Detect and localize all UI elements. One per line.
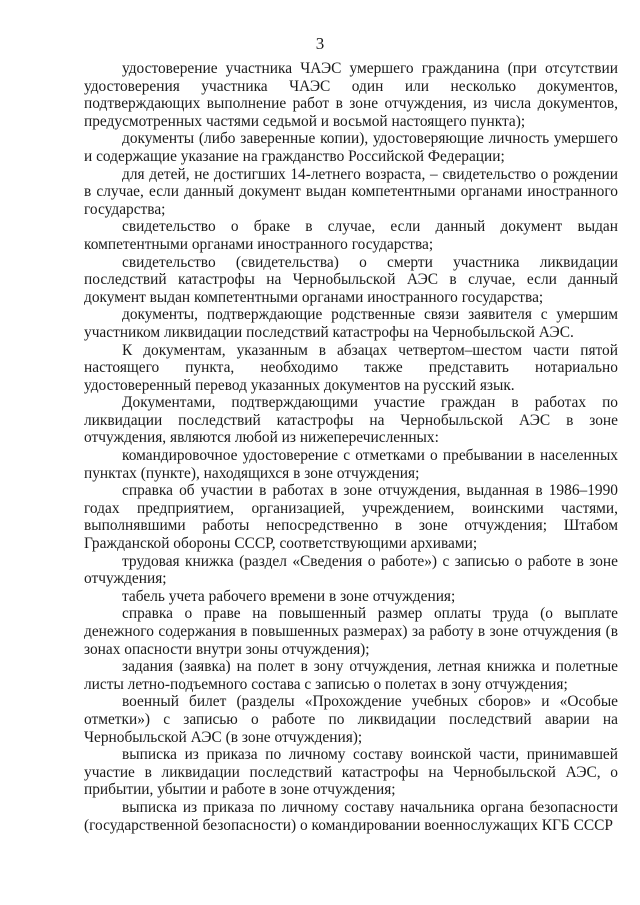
paragraph: для детей, не достигших 14-летнего возраста, – свидетельство о рождении в случае, если данный документ выдан компетентными органами иностранного государства;	[84, 165, 618, 218]
paragraph: справка о праве на повышенный размер оплаты труда (о выплате денежного содержания в повышенных размерах) за работу в зоне отчуждения (в зонах опасности внутри зоны отчуждения);	[84, 605, 618, 658]
paragraph: справка об участии в работах в зоне отчуждения, выданная в 1986–1990 годах предприятием, организацией, учреждением, воинскими частями, выполнявшими работы непосредственно в зоне отчуждения; Штабом Гражданской обороны СССР, соответствующими архивами;	[84, 482, 618, 553]
paragraph: удостоверение участника ЧАЭС умершего гражданина (при отсутствии удостоверения участника ЧАЭС один или несколько документов, подтверждающих выполнение работ в зоне отчуждения, из числа документов, предусмотренных частями седьмой и восьмой настоящего пункта);	[84, 60, 618, 130]
paragraph: выписка из приказа по личному составу начальника органа безопасности (государственной безопасности) о командировании военнослужащих КГБ СССР	[84, 798, 618, 834]
paragraph: документы (либо заверенные копии), удостоверяющие личность умершего и содержащие указание на гражданство Российской Федерации;	[84, 130, 618, 165]
paragraph: свидетельство (свидетельства) о смерти участника ликвидации последствий катастрофы на Чернобыльской АЭС в случае, если данный документ выдан компетентными органами иностранного государства;	[84, 253, 618, 306]
paragraph: трудовая книжка (раздел «Сведения о работе») с записью о работе в зоне отчуждения;	[84, 552, 618, 588]
paragraph: К документам, указанным в абзацах четвертом–шестом части пятой настоящего пункта, необходимо также представить нотариально удостоверенный перевод указанных документов на русский язык.	[84, 341, 618, 394]
paragraph: военный билет (разделы «Прохождение учебных сборов» и «Особые отметки») с записью о работе по ликвидации последствий аварии на Чернобыльской АЭС (в зоне отчуждения);	[84, 693, 618, 746]
paragraph: выписка из приказа по личному составу воинской части, принимавшей участие в ликвидации последствий катастрофы на Чернобыльской АЭС, о прибытии, убытии и работе в зоне отчуждения;	[84, 746, 618, 799]
paragraph: табель учета рабочего времени в зоне отчуждения;	[122, 587, 456, 605]
document-body	[84, 60, 618, 834]
page-number: 3	[315, 34, 325, 53]
paragraph: задания (заявка) на полет в зону отчуждения, летная книжка и полетные листы летно-подъемного состава с записью о полетах в зону отчуждения;	[84, 658, 618, 693]
paragraph: свидетельство о браке в случае, если данный документ выдан компетентными органами иностранного государства;	[84, 218, 618, 253]
paragraph: командировочное удостоверение с отметками о пребывании в населенных пунктах (пункте), находящихся в зоне отчуждения;	[84, 447, 618, 482]
paragraph: Документами, подтверждающими участие граждан в работах по ликвидации последствий катастрофы на Чернобыльской АЭС в зоне отчуждения, являются любой из нижеперечисленных:	[84, 394, 618, 447]
paragraph: документы, подтверждающие родственные связи заявителя с умершим участником ликвидации последствий катастрофы на Чернобыльской АЭС.	[84, 306, 618, 341]
